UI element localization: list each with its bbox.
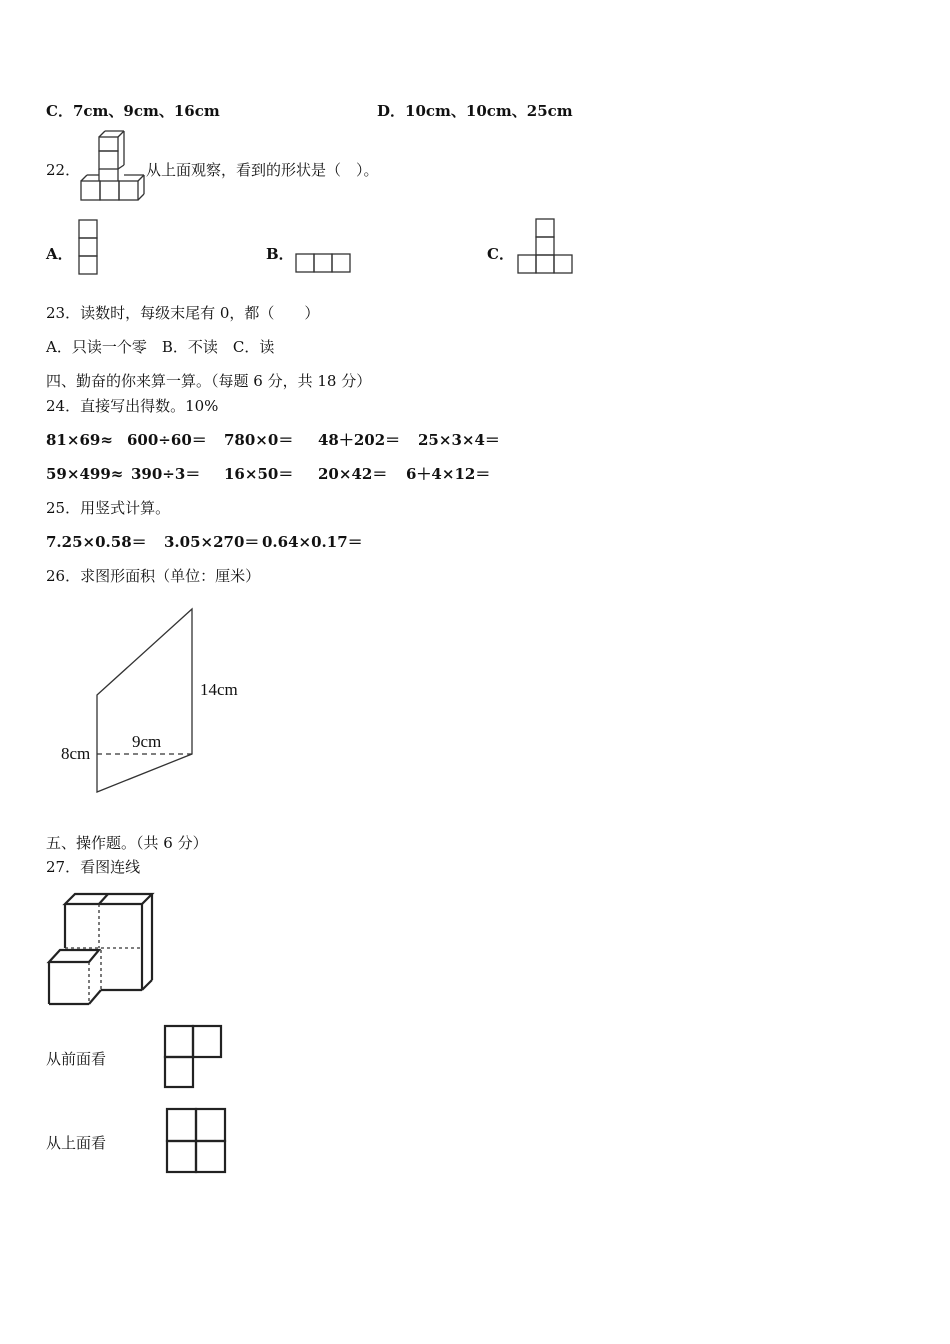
- q26-label-14cm: 14cm: [200, 680, 238, 699]
- q24-r2-item: 20×42＝: [318, 465, 388, 483]
- section5-title: 五、操作题。（共 6 分）: [46, 834, 208, 852]
- q26-label-9cm: 9cm: [132, 732, 162, 751]
- q22-option-b-label: B．: [266, 245, 294, 263]
- q27-top-view-figure: [165, 1107, 229, 1175]
- q23-options: A．只读一个零 B．不读 C．读: [46, 338, 275, 356]
- q27-front-label: 从前面看: [46, 1050, 107, 1068]
- q24-r2-item: 59×499≈: [46, 465, 124, 483]
- q21-option-d: D．10cm、10cm、25cm: [377, 102, 573, 120]
- q23-question: 23．读数时，每级末尾有 0，都（ ）: [46, 304, 320, 322]
- q22-number: 22．: [46, 161, 81, 179]
- q25-question: 25．用竖式计算。: [46, 499, 171, 517]
- q22-question: 从上面观察，看到的形状是（ ）。: [146, 161, 379, 179]
- q21-option-c: C．7cm、9cm、16cm: [46, 102, 220, 120]
- q24-r1-item: 600÷60＝: [127, 431, 207, 449]
- q27-question: 27．看图连线: [46, 858, 141, 876]
- q24-r1-item: 48＋202＝: [318, 431, 401, 449]
- q24-r2-item: 6＋4×12＝: [406, 465, 491, 483]
- q22-option-c-figure: [517, 218, 577, 278]
- q25-item: 7.25×0.58＝: [46, 533, 147, 551]
- q24-r1-item: 25×3×4＝: [418, 431, 500, 449]
- q24-r1-item: 780×0＝: [224, 431, 294, 449]
- q27-front-view-figure: [163, 1024, 225, 1090]
- q26-parallelogram-figure: [55, 600, 255, 800]
- q22-option-a-figure: [78, 219, 100, 277]
- q22-option-c-label: C．: [487, 245, 514, 263]
- q22-option-a-label: A．: [46, 245, 73, 263]
- q22-option-b-figure: [295, 253, 355, 275]
- q25-item: 3.05×270＝: [164, 533, 260, 551]
- q26-label-8cm: 8cm: [61, 744, 91, 763]
- q25-item: 0.64×0.17＝: [262, 533, 363, 551]
- q27-solid-figure: [45, 892, 157, 1008]
- q22-solid-figure: [80, 135, 146, 203]
- q24-r2-item: 390÷3＝: [131, 465, 201, 483]
- q24-question: 24．直接写出得数。10%: [46, 397, 219, 415]
- q24-r2-item: 16×50＝: [224, 465, 294, 483]
- q24-r1-item: 81×69≈: [46, 431, 113, 449]
- section4-title: 四、勤奋的你来算一算。（每题 6 分，共 18 分）: [46, 372, 372, 390]
- q26-question: 26．求图形面积（单位：厘米）: [46, 567, 261, 585]
- q27-top-label: 从上面看: [46, 1134, 107, 1152]
